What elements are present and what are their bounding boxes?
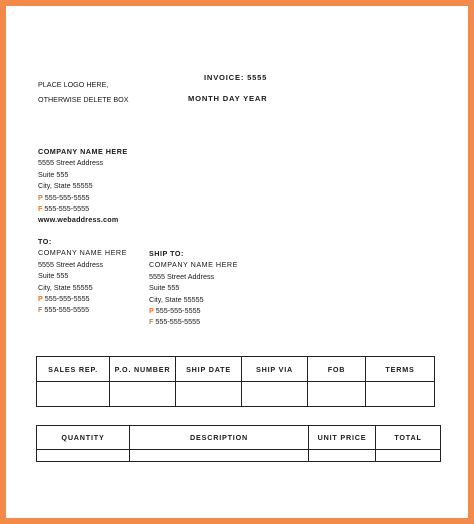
cell-fob[interactable] [308, 382, 366, 407]
ship-to-suite: Suite 555 [149, 283, 180, 293]
order-header-row [37, 357, 435, 382]
items-row [37, 450, 441, 462]
header-terms: TERMS [366, 357, 435, 382]
sender-fax: 555-555-5555 [44, 204, 90, 214]
ship-to-city: City, State 55555 [149, 294, 204, 304]
to-phone: 555-555-5555 [44, 294, 90, 304]
cell-unit-price[interactable] [309, 450, 376, 462]
invoice-page [6, 6, 468, 518]
header-ship-date: SHIP DATE [176, 357, 242, 382]
cell-total[interactable] [376, 450, 441, 462]
invoice-date: MONTH DAY YEAR [188, 94, 268, 103]
ship-to-street: 5555 Street Address [149, 271, 215, 281]
sender-fax-row [38, 203, 128, 214]
cell-ship-date[interactable] [176, 382, 242, 407]
to-street: 5555 Street Address [38, 259, 104, 269]
to-phone-letter: P [38, 294, 43, 304]
cell-po-number[interactable] [110, 382, 176, 407]
ship-to-phone: 555-555-5555 [155, 306, 201, 316]
sender-web: www.webaddress.com [38, 215, 119, 225]
invoice-number: INVOICE: 5555 [204, 73, 268, 82]
items-header-row [37, 426, 441, 450]
header-ship-via: SHIP VIA [242, 357, 308, 382]
cell-description[interactable] [130, 450, 309, 462]
order-value-row [37, 382, 435, 407]
ship-to-fax-row [149, 316, 238, 327]
sender-fax-letter: F [38, 204, 43, 214]
to-label: TO: [38, 237, 52, 246]
to-suite: Suite 555 [38, 271, 69, 281]
cell-ship-via[interactable] [242, 382, 308, 407]
header-description: DESCRIPTION [130, 426, 309, 450]
header-total: TOTAL [376, 426, 441, 450]
header-quantity: QUANTITY [37, 426, 130, 450]
to-block [38, 236, 127, 316]
header-unit-price: UNIT PRICE [309, 426, 376, 450]
ship-to-fax-letter: F [149, 317, 154, 327]
ship-to-label: SHIP TO: [149, 249, 184, 258]
to-phone-row [38, 293, 127, 304]
sender-city: City, State 55555 [38, 181, 93, 191]
sender-phone-letter: P [38, 192, 43, 202]
sender-suite: Suite 555 [38, 169, 69, 179]
header-fob: FOB [308, 357, 366, 382]
to-company-name: COMPANY NAME HERE [38, 248, 127, 258]
to-fax-letter: F [38, 305, 43, 315]
ship-to-company-name: COMPANY NAME HERE [149, 260, 238, 270]
sender-street: 5555 Street Address [38, 158, 104, 168]
ship-to-phone-row [149, 305, 238, 316]
sender-company-name: COMPANY NAME HERE [38, 147, 128, 156]
logo-placeholder-line2: OTHERWISE DELETE BOX [38, 95, 129, 105]
to-fax-row [38, 304, 127, 315]
logo-placeholder[interactable] [38, 79, 129, 106]
sender-phone-row [38, 192, 128, 203]
sender-phone: 555-555-5555 [44, 192, 90, 202]
logo-placeholder-line1: PLACE LOGO HERE, [38, 80, 109, 89]
cell-sales-rep[interactable] [37, 382, 110, 407]
order-info-table [36, 356, 435, 407]
to-city: City, State 55555 [38, 282, 93, 292]
header-po-number: P.O. NUMBER [110, 357, 176, 382]
cell-terms[interactable] [366, 382, 435, 407]
items-table [36, 425, 441, 462]
cell-quantity[interactable] [37, 450, 130, 462]
ship-to-fax: 555-555-5555 [155, 317, 201, 327]
to-fax: 555-555-5555 [44, 305, 90, 315]
sender-company-block [38, 146, 128, 226]
ship-to-block [149, 248, 238, 328]
ship-to-phone-letter: P [149, 306, 154, 316]
header-sales-rep: SALES REP. [37, 357, 110, 382]
